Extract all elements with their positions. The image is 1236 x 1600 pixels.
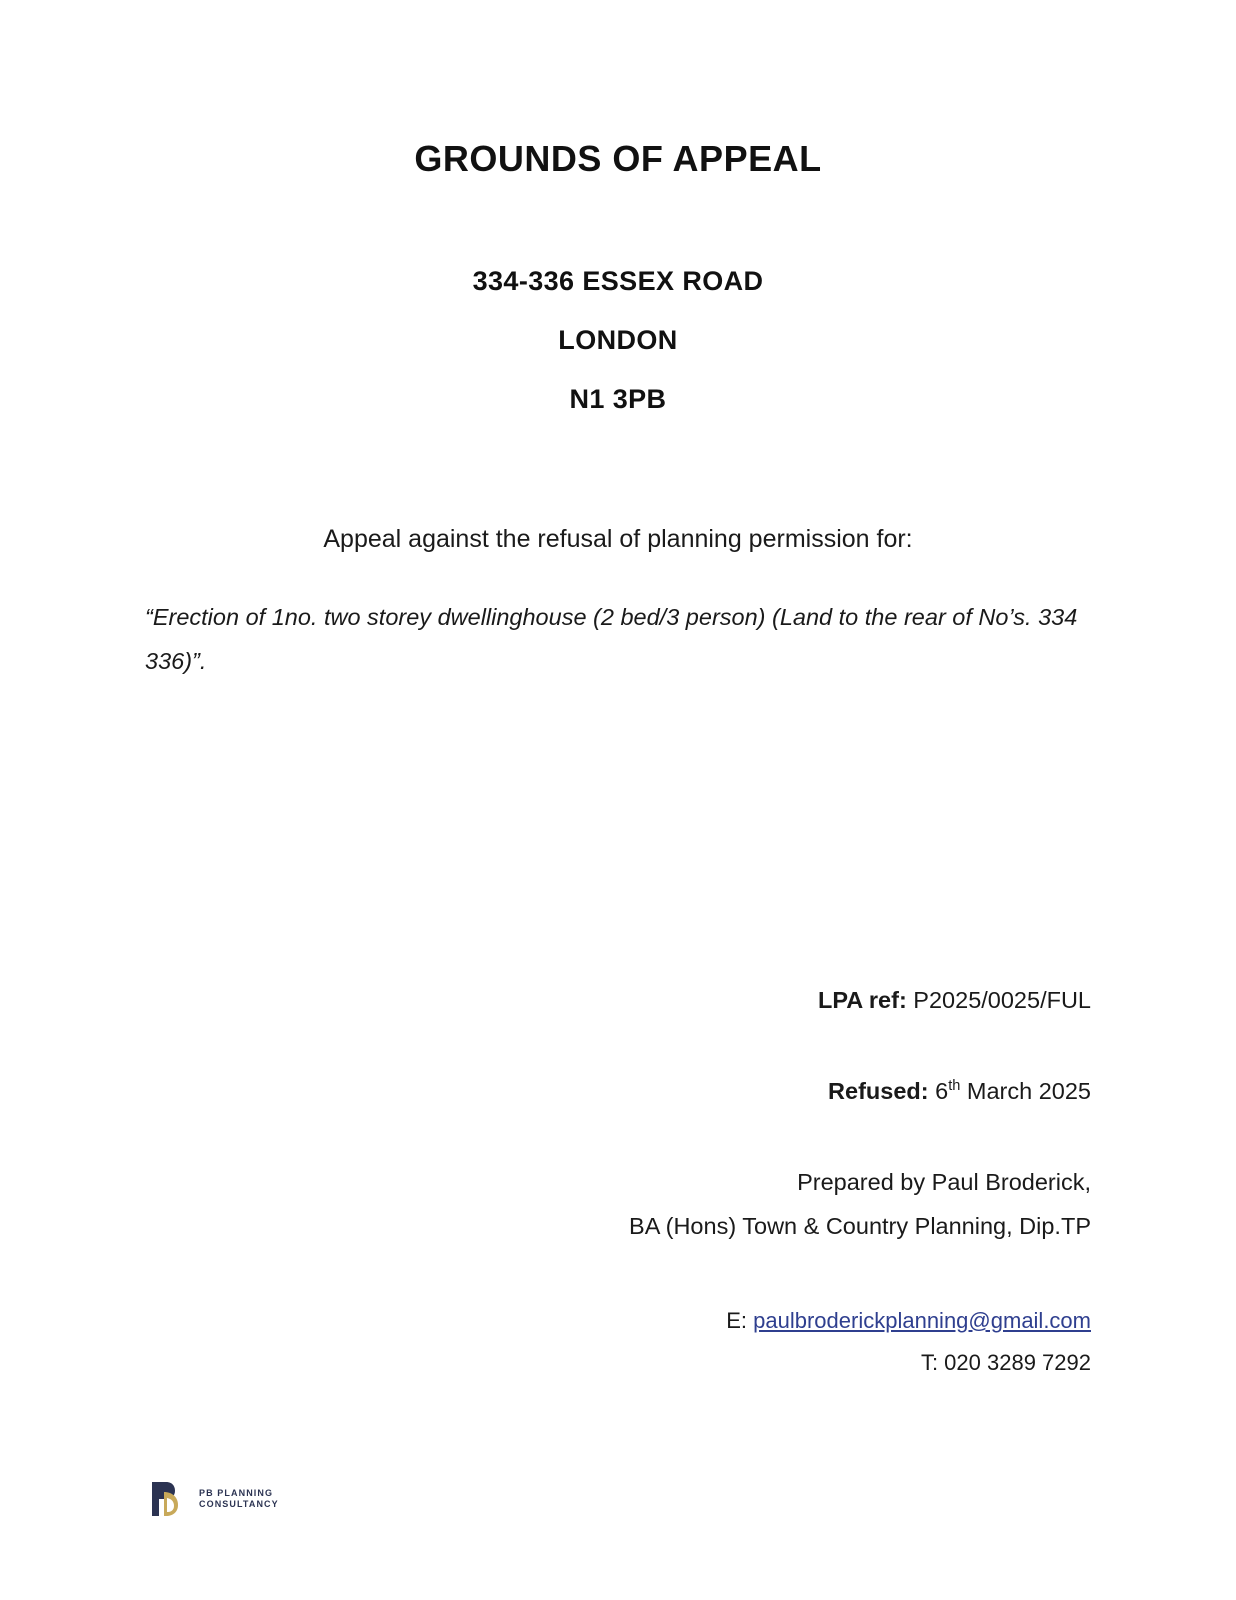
refused-date-pre: 6 [928, 1077, 949, 1104]
email-link[interactable]: paulbroderickplanning@gmail.com [753, 1307, 1091, 1333]
logo-line-1: PB PLANNING [199, 1488, 274, 1498]
refused-label: Refused: [828, 1077, 929, 1104]
appeal-meta [145, 983, 1091, 1384]
logo-wordmark [199, 1488, 279, 1510]
telephone-line: T: 020 3289 7292 [920, 1349, 1091, 1375]
lpa-ref-line [145, 983, 1091, 1017]
address-line-2: LONDON [558, 325, 678, 355]
prepared-by: Prepared by Paul Broderick, [797, 1168, 1091, 1195]
refused-line [145, 1069, 1091, 1108]
intro-text: Appeal against the refusal of planning permission for: [323, 525, 913, 553]
site-address [145, 252, 1091, 429]
refused-date-ordinal: th [948, 1078, 961, 1094]
address-line-3: N1 3PB [569, 384, 667, 414]
author-block [145, 1160, 1091, 1248]
page-title: GROUNDS OF APPEAL [414, 138, 822, 179]
author-qualifications: BA (Hons) Town & Country Planning, Dip.TP [629, 1212, 1091, 1239]
refused-date-post: March 2025 [960, 1077, 1091, 1104]
email-prefix: E: [726, 1307, 754, 1333]
company-logo [148, 1478, 279, 1520]
address-line-1: 334-336 ESSEX ROAD [472, 266, 764, 296]
logo-line-2: CONSULTANCY [199, 1499, 279, 1509]
pb-logo-icon [148, 1478, 190, 1520]
contact-block [145, 1300, 1091, 1384]
lpa-ref-label: LPA ref: [818, 987, 907, 1013]
development-description: “Erection of 1no. two storey dwellinghouse (2 bed/3 person) (Land to the rear of No’s. 334 336)”. [145, 604, 1078, 674]
email-line [145, 1300, 1091, 1342]
lpa-ref-value: P2025/0025/FUL [906, 987, 1091, 1013]
